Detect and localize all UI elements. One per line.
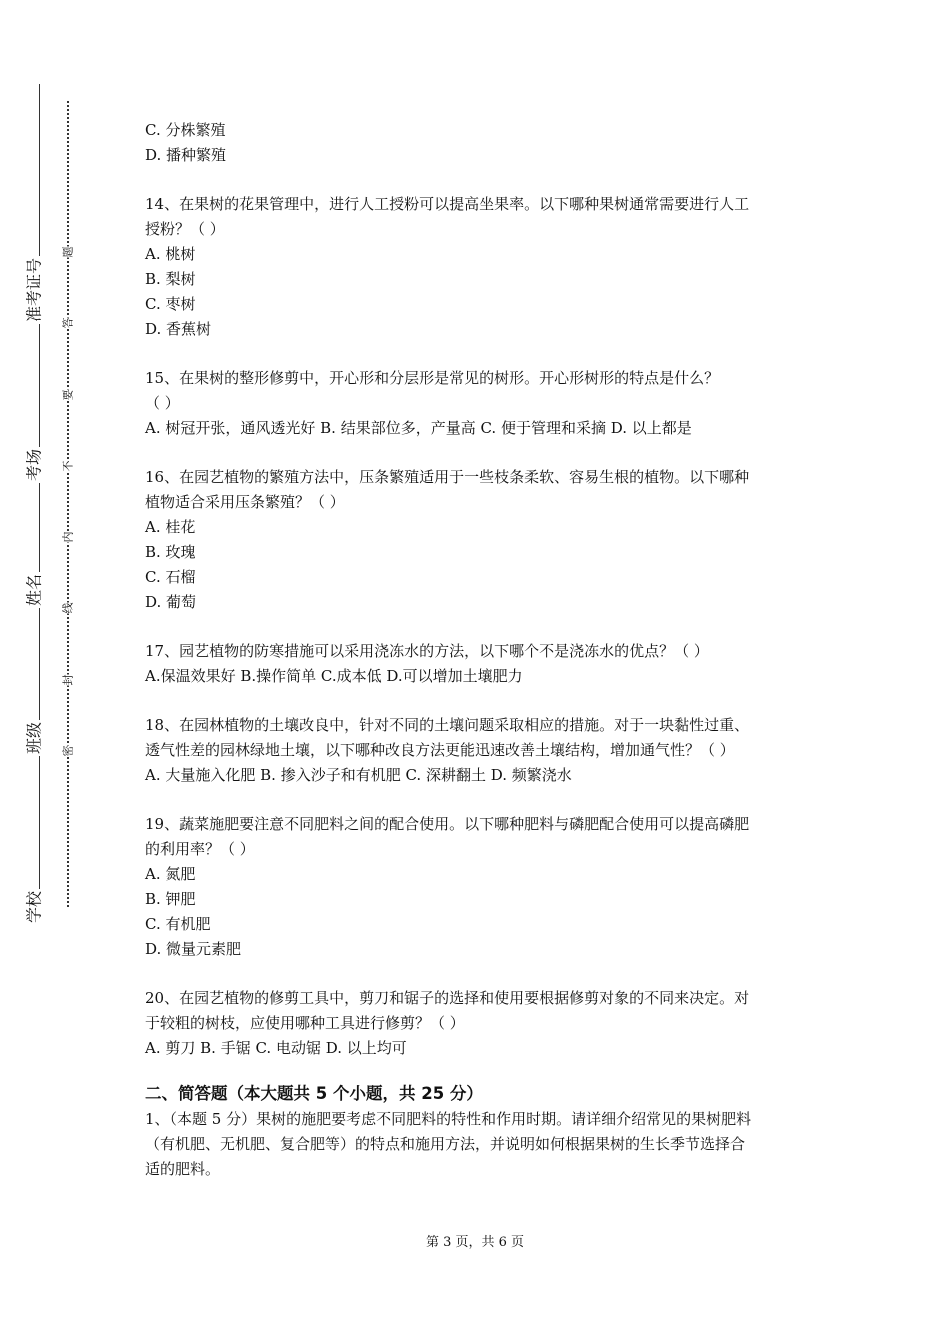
- section-title: 二、简答题（本大题共 5 个小题，共 25 分）: [145, 1084, 483, 1103]
- question-text: 于较粗的树枝，应使用哪种工具进行修剪？（ ）: [145, 1014, 465, 1032]
- question-18: [145, 713, 810, 788]
- seal-dotted-line: [67, 101, 69, 907]
- question-text: 14、在果树的花果管理中，进行人工授粉可以提高坐果率。以下哪种果树通常需要进行人工: [145, 195, 750, 213]
- page-footer: 第 3 页，共 6 页: [425, 1235, 525, 1250]
- option: A. 氮肥: [145, 865, 196, 883]
- binding-margin: 准考证号 考场 姓名 班级 学校 题 答 要 不 内 线 封 密: [0, 0, 90, 1344]
- question-text: 适的肥料。: [145, 1160, 221, 1178]
- question-text: 植物适合采用压条繁殖？（ ）: [145, 493, 345, 511]
- option: D. 播种繁殖: [145, 146, 227, 164]
- question-text: （ ）: [145, 394, 180, 412]
- options-inline: A. 树冠开张，通风透光好 B. 结果部位多，产量高 C. 便于管理和采摘 D. 以上都是: [145, 419, 692, 437]
- question-20: [145, 986, 810, 1061]
- section-short-answer: [145, 1081, 810, 1182]
- binding-solid-line: [39, 84, 40, 920]
- question-text: 透气性差的园林绿地土壤，以下哪种改良方法更能迅速改善土壤结构，增加通气性？（ ）: [145, 741, 735, 759]
- options-inline: A.保温效果好 B.操作简单 C.成本低 D.可以增加土壤肥力: [145, 667, 523, 685]
- option: C. 枣树: [145, 295, 196, 313]
- question-text: 17、园艺植物的防寒措施可以采用浇冻水的方法，以下哪个不是浇冻水的优点？（ ）: [145, 642, 709, 660]
- question-15: [145, 366, 810, 441]
- option: A. 桃树: [145, 245, 196, 263]
- option: A. 桂花: [145, 518, 196, 536]
- exam-content: [145, 118, 810, 1182]
- options-inline: A. 大量施入化肥 B. 掺入沙子和有机肥 C. 深耕翻土 D. 频繁浇水: [145, 766, 572, 784]
- option: C. 石榴: [145, 568, 196, 586]
- option: B. 梨树: [145, 270, 196, 288]
- option: D. 香蕉树: [145, 320, 212, 338]
- question-text: 授粉？（ ）: [145, 220, 225, 238]
- question-text: 18、在园林植物的土壤改良中，针对不同的土壤问题采取相应的措施。对于一块黏性过重、: [145, 716, 750, 734]
- option: D. 微量元素肥: [145, 940, 242, 958]
- question-16: [145, 465, 810, 615]
- question-text: 的利用率？（ ）: [145, 840, 255, 858]
- option: C. 分株繁殖: [145, 121, 226, 139]
- question-text: 1、（本题 5 分）果树的施肥要考虑不同肥料的特性和作用时期。请详细介绍常见的果树肥料: [145, 1110, 752, 1128]
- option: C. 有机肥: [145, 915, 211, 933]
- options-inline: A. 剪刀 B. 手锯 C. 电动锯 D. 以上均可: [145, 1039, 407, 1057]
- question-text: 16、在园艺植物的繁殖方法中，压条繁殖适用于一些枝条柔软、容易生根的植物。以下哪种: [145, 468, 750, 486]
- question-text: （有机肥、无机肥、复合肥等）的特点和施用方法，并说明如何根据果树的生长季节选择合: [145, 1135, 746, 1153]
- question-17: [145, 639, 810, 689]
- question-19: [145, 812, 810, 962]
- question-text: 15、在果树的整形修剪中，开心形和分层形是常见的树形。开心形树形的特点是什么？: [145, 369, 720, 387]
- question-text: 19、蔬菜施肥要注意不同肥料之间的配合使用。以下哪种肥料与磷肥配合使用可以提高磷肥: [145, 815, 750, 833]
- option: D. 葡萄: [145, 593, 197, 611]
- option: B. 钾肥: [145, 890, 196, 908]
- option: B. 玫瑰: [145, 543, 196, 561]
- question-13-tail: [145, 118, 810, 168]
- question-text: 20、在园艺植物的修剪工具中，剪刀和锯子的选择和使用要根据修剪对象的不同来决定。对: [145, 989, 750, 1007]
- question-14: [145, 192, 810, 342]
